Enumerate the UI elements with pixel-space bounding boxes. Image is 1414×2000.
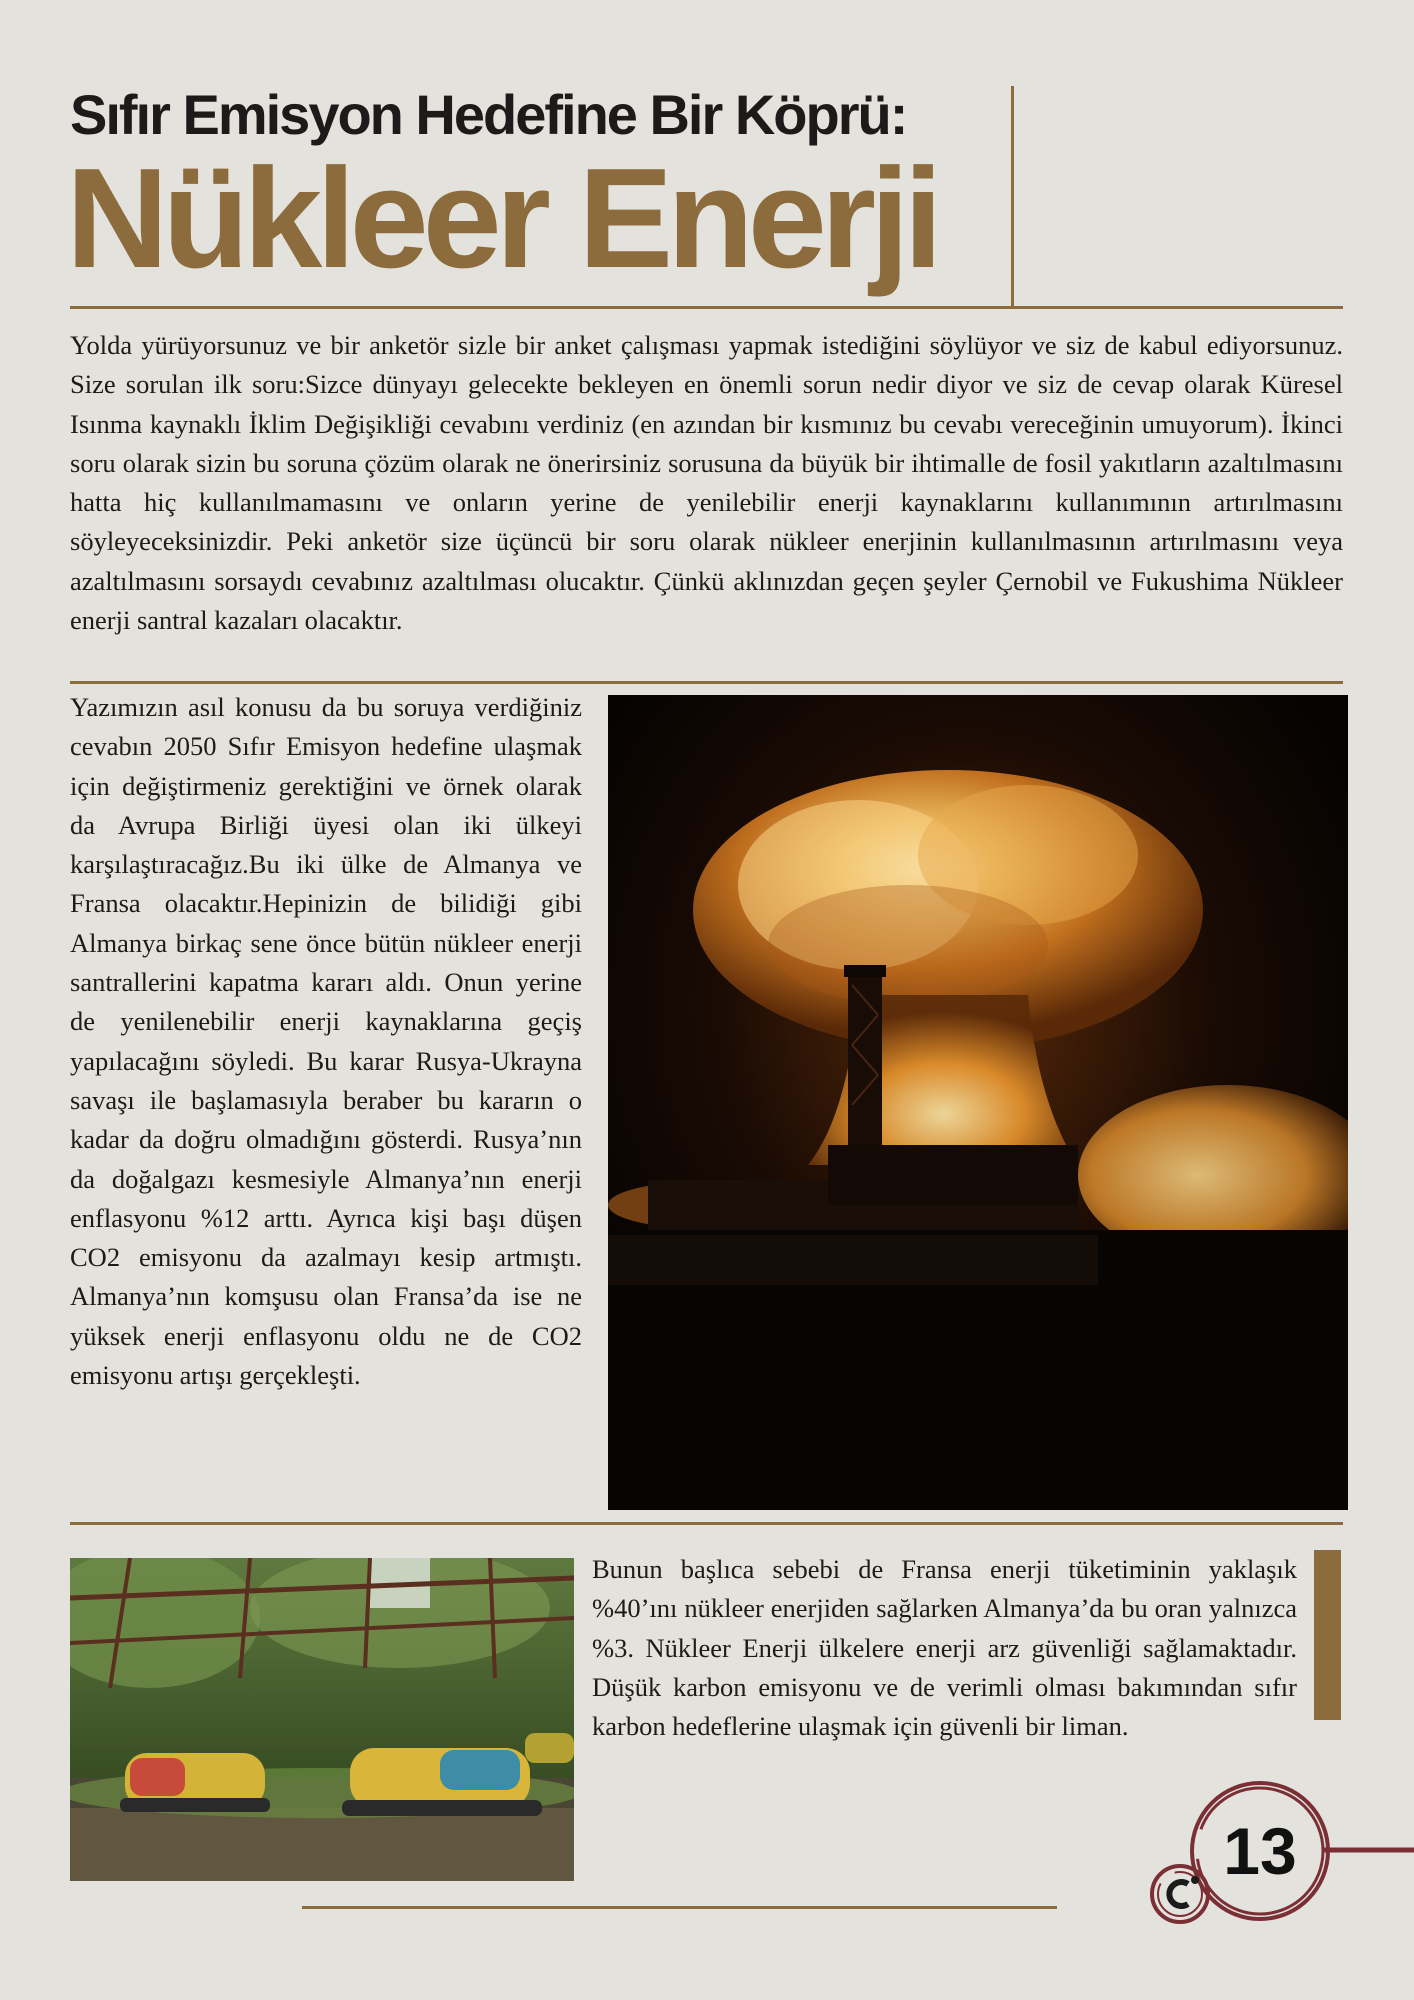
article-title: Nükleer Enerji (66, 139, 937, 298)
page-number-badge (1140, 1776, 1414, 1926)
nuclear-explosion-image (608, 695, 1348, 1510)
left-column-paragraph: Yazımızın asıl konusu da bu soruya verdiğiniz cevabın 2050 Sıfır Emisyon hedefine ulaşmak için değiştirmeniz gerektiğini ve örnek olarak da Avrupa Birliği üyesi olan iki ülkeyi karşılaştıracağız.Bu iki ülke de Almanya ve Fransa olacaktır.Hepinizin de bilidiği gibi Almanya birkaç sene önce bütün nükleer enerji santrallerini kapatma kararı aldı. Onun yerine de yenilenebilir enerji kaynaklarına geçiş yapılacağını söyledi. Bu karar Rusya-Ukrayna savaşı ile başlamasıyla beraber bu kararın o kadar da doğru olmadığını gösterdi. Rusya’nın da doğalgazı kesmesiyle Almanya’nın enerji enflasyonu %12 arttı. Ayrıca kişi başı düşen CO2 emisyonu da azalmayı kesip artmıştı. Almanya’nın komşusu olan Fransa’da ise ne yüksek enerji enflasyonu oldu ne de CO2 emisyonu artışı gerçekleşti. (70, 692, 582, 1391)
title-underline (70, 306, 1343, 309)
intro-paragraph: Yolda yürüyorsunuz ve bir anketör sizle bir anket çalışması yapmak istediğini söylüyor ve siz de kabul ediyorsunuz. Size sorulan ilk soru:Sizce dünyayı gelecekte bekleyen en önemli sorun nedir diyor ve siz de cevap olarak Küresel Isınma kaynaklı İklim Değişikliği cevabını verdiniz (en azından bir kısmınız bu cevabı vereceğinin umuyorum). İkinci soru olarak sizin bu soruna çözüm olarak ne önerirsiniz sorusuna da büyük bir ihtimalle de fosil yakıtların azaltılmasını hatta hiç kullanılmamasını ve onların yerine de yenilebilir enerji kaynaklarını kullanımının artırılmasını söyleyeceksinizdir. Peki anketör size üçüncü bir soru olarak nükleer enerjinin kullanılmasının artırılmasını veya azaltılmasını sorsaydı cevabınız azaltılması olucaktır. Çünkü aklınızdan geçen şeyler Çernobil ve Fukushima Nükleer enerji santral kazaları olacaktır. (70, 330, 1343, 636)
section-divider-2 (70, 1522, 1343, 1525)
article-subtitle: Sıfır Emisyon Hedefine Bir Köprü: (70, 83, 907, 146)
abandoned-bumper-cars-image (70, 1558, 574, 1881)
page-number: 13 (1223, 1814, 1297, 1888)
accent-side-bar (1314, 1550, 1341, 1720)
title-divider-vertical (1011, 86, 1014, 308)
section-divider-1 (70, 681, 1343, 684)
footer-rule (302, 1906, 1057, 1909)
closing-paragraph: Bunun başlıca sebebi de Fransa enerji tüketiminin yaklaşık %40’ını nükleer enerjiden sağlarken Almanya’da bu oran yalnızca %3. Nükleer Enerji ülkelere enerji arz güvenliği sağlamaktadır. Düşük karbon emisyonu ve de verimli olması bakımından sıfır karbon hedeflerine ulaşmak için güvenli bir liman. (592, 1554, 1297, 1742)
